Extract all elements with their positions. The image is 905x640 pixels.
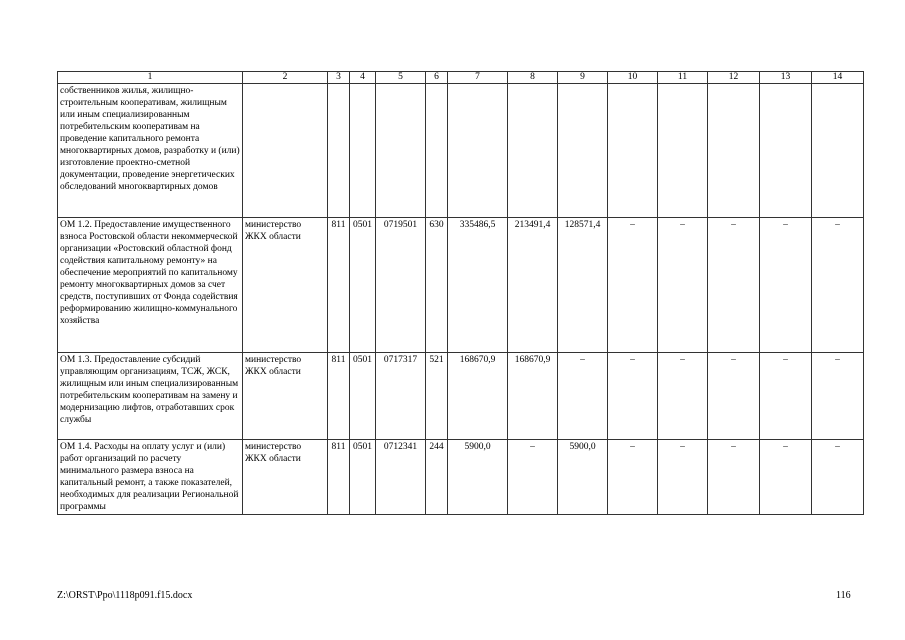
col-header: 13 (760, 72, 812, 84)
col-header: 8 (508, 72, 558, 84)
table-cell: – (658, 353, 708, 440)
table-cell: 811 (328, 353, 350, 440)
table-cell (708, 84, 760, 218)
table-cell: – (608, 218, 658, 353)
col-header: 7 (448, 72, 508, 84)
table-cell: 0712341 (376, 440, 426, 515)
table-cell: ОМ 1.3. Предоставление субсидий управляющим организациям, ТСЖ, ЖСК, жилищным или иным специализированным потребительским кооперативам на замену и модернизацию лифтов, отработавших срок службы (58, 353, 243, 440)
col-header: 12 (708, 72, 760, 84)
table-cell: – (658, 218, 708, 353)
table-cell: ОМ 1.4. Расходы на оплату услуг и (или) работ организаций по расчету минимального размера взноса на капитальный ремонт, а также показателей, необходимых для реализации Региональной программы (58, 440, 243, 515)
col-header: 4 (350, 72, 376, 84)
table-row (58, 84, 864, 218)
table-row (58, 218, 864, 353)
table-row (58, 440, 864, 515)
table-cell: 811 (328, 218, 350, 353)
table-cell: 168670,9 (448, 353, 508, 440)
table-cell (812, 84, 864, 218)
table-cell: министерство ЖКХ области (243, 218, 328, 353)
table-cell: 0719501 (376, 218, 426, 353)
table-cell: – (708, 440, 760, 515)
table-cell: ОМ 1.2. Предоставление имущественного взноса Ростовской области некоммерческой организации «Ростовский областной фонд содействия капитальному ремонту» на обеспечение мероприятий по капитальному ремонту многоквартирных домов за счет средств, поступивших от Фонда содействия реформированию жилищно-коммунального хозяйства (58, 218, 243, 353)
table-cell: – (558, 353, 608, 440)
col-header: 10 (608, 72, 658, 84)
col-header: 6 (426, 72, 448, 84)
table-cell (658, 84, 708, 218)
table-cell: – (658, 440, 708, 515)
col-header: 11 (658, 72, 708, 84)
col-header: 5 (376, 72, 426, 84)
table-cell: 0501 (350, 218, 376, 353)
table-cell: – (708, 218, 760, 353)
table-cell: 811 (328, 440, 350, 515)
table-cell: – (760, 353, 812, 440)
table-cell: – (812, 353, 864, 440)
col-header: 3 (328, 72, 350, 84)
file-path-footer: Z:\ORST\Ppo\1118p091.f15.docx (57, 590, 193, 601)
table-cell: 5900,0 (558, 440, 608, 515)
table-cell (448, 84, 508, 218)
table-cell: 5900,0 (448, 440, 508, 515)
table-row (58, 353, 864, 440)
table-cell (243, 84, 328, 218)
table-cell: 335486,5 (448, 218, 508, 353)
col-header: 14 (812, 72, 864, 84)
table-cell: 0501 (350, 440, 376, 515)
table-cell: 0501 (350, 353, 376, 440)
table-cell: – (608, 353, 658, 440)
table-cell (426, 84, 448, 218)
table-cell (508, 84, 558, 218)
table-cell: – (812, 440, 864, 515)
table-cell: 168670,9 (508, 353, 558, 440)
table-cell: 521 (426, 353, 448, 440)
table-cell: – (608, 440, 658, 515)
table-cell: 0717317 (376, 353, 426, 440)
header-row (58, 72, 864, 84)
table-cell (608, 84, 658, 218)
table-cell (328, 84, 350, 218)
table-cell: собственников жилья, жилищно-строительным кооперативам, жилищным или иным специализированным потребительским кооперативам на проведение капитального ремонта многоквартирных домов, разработку и (или) изготовление проектно-сметной документации, проведение энергетических обследований многоквартирных домов (58, 84, 243, 218)
col-header: 2 (243, 72, 328, 84)
table-cell: министерство ЖКХ области (243, 440, 328, 515)
col-header: 9 (558, 72, 608, 84)
table-cell: 630 (426, 218, 448, 353)
table-cell: – (760, 440, 812, 515)
table-cell: 244 (426, 440, 448, 515)
table-cell: – (508, 440, 558, 515)
page-number: 116 (836, 590, 851, 601)
col-header: 1 (58, 72, 243, 84)
table-cell: – (812, 218, 864, 353)
table-cell: – (760, 218, 812, 353)
table-cell: – (708, 353, 760, 440)
table-cell: министерство ЖКХ области (243, 353, 328, 440)
table-cell (760, 84, 812, 218)
table-cell: 213491,4 (508, 218, 558, 353)
table-cell (376, 84, 426, 218)
table-cell (350, 84, 376, 218)
budget-table (57, 71, 864, 515)
table-cell: 128571,4 (558, 218, 608, 353)
table-cell (558, 84, 608, 218)
